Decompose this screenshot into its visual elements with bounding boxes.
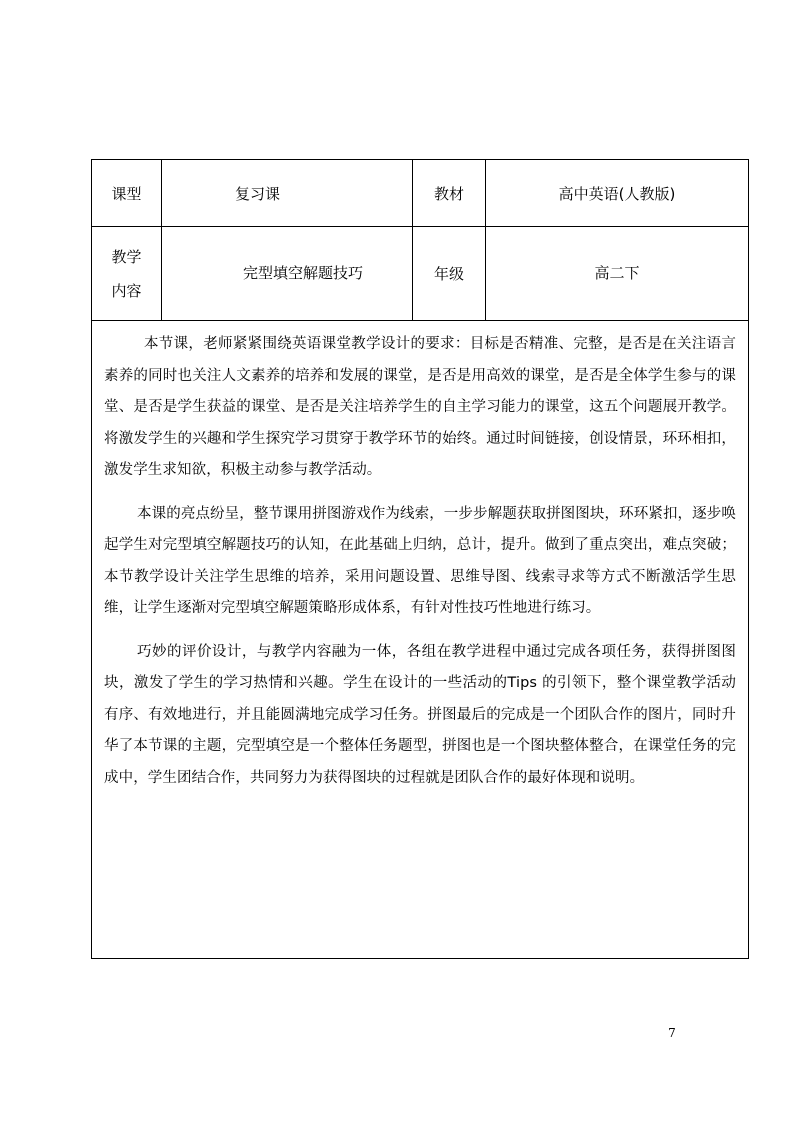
commentary-cell [92, 321, 749, 959]
table-row-course-info [92, 160, 749, 227]
grade-label: 年级 [413, 227, 486, 321]
course-type-label: 课型 [92, 160, 162, 227]
commentary-paragraph-2: 本课的亮点纷呈，整节课用拼图游戏作为线索，一步步解题获取拼图图块，环环紧扣，逐步唤起学生对完型填空解题技巧的认知，在此基础上归纳，总计，提升。做到了重点突出，难点突破；本节教学设计关注学生思维的培养，采用问题设置、思维导图、线索寻求等方式不断激活学生思维，让学生逐渐对完型填空解题策略形成体系，有针对性技巧性地进行练习。 [104, 505, 736, 616]
commentary-paragraph-3: 巧妙的评价设计，与教学内容融为一体，各组在教学进程中通过完成各项任务，获得拼图图块，激发了学生的学习热情和兴趣。学生在设计的一些活动的Tips 的引领下，整个课堂教学活动有序、有效地进行，并且能圆满地完成学习任务。拼图最后的完成是一个团队合作的图片，同时升华了本节课的主题，完型填空是一个整体任务题型，拼图也是一个图块整体整合，在课堂任务的完成中，学生团结合作，共同努力为获得图块的过程就是团队合作的最好体现和说明。 [104, 643, 736, 786]
lesson-evaluation-table [91, 159, 749, 959]
course-type-value: 复习课 [162, 160, 413, 227]
content-value: 完型填空解题技巧 [162, 227, 413, 321]
commentary-paragraph-1: 本节课，老师紧紧围绕英语课堂教学设计的要求：目标是否精准、完整，是否是在关注语言素养的同时也关注人文素养的培养和发展的课堂，是否是用高效的课堂，是否是全体学生参与的课堂、是否是学生获益的课堂、是否是关注培养学生的自主学习能力的课堂，这五个问题展开教学。将激发学生的兴趣和学生探究学习贯穿于教学环节的始终。通过时间链接，创设情景，环环相扣，激发学生求知欲，积极主动参与教学活动。 [104, 336, 736, 478]
content-label-line1: 教学 [111, 247, 142, 266]
table-row-commentary [92, 321, 749, 959]
table-row-content-info [92, 227, 749, 321]
textbook-value: 高中英语(人教版) [486, 160, 749, 227]
textbook-label: 教材 [413, 160, 486, 227]
content-label-cell [92, 227, 162, 321]
page-number: 7 [668, 1026, 676, 1040]
grade-value: 高二下 [486, 227, 749, 321]
content-label-line2: 内容 [111, 281, 142, 300]
